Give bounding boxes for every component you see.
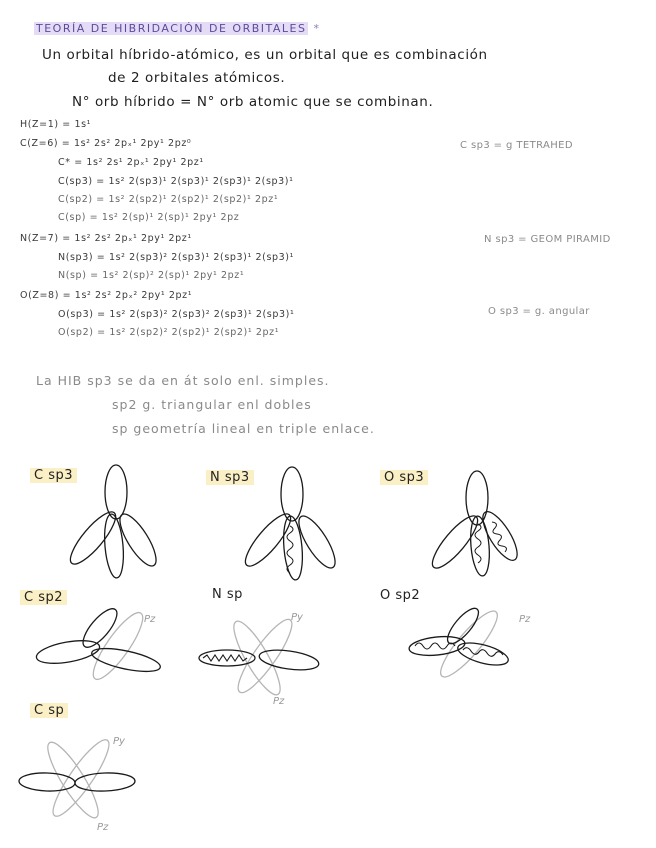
c-sp2-lobe-right xyxy=(90,644,162,676)
intro-line-3: N° orb híbrido = N° orb atomic que se combinan. xyxy=(72,94,434,110)
c-sp-lobe-right xyxy=(75,772,136,792)
n-sp-pz-lobe xyxy=(226,616,287,700)
o-sp2-pz-label: Pz xyxy=(519,614,531,625)
o-sp3-squiggle-1 xyxy=(475,524,481,563)
label-c-sp3: C sp3 xyxy=(30,468,77,483)
c-sp-lobe-left xyxy=(19,772,76,792)
o-sp2-squiggle-1 xyxy=(415,643,455,649)
n-sp3-lobe-up xyxy=(281,467,303,521)
o-sp2-lobe-left xyxy=(408,634,466,658)
summary-line-1: La HIB sp3 se da en át solo enl. simples. xyxy=(36,373,330,388)
c-sp2-orbital-diagram xyxy=(30,600,180,700)
summary-line-3: sp geometría lineal en triple enlace. xyxy=(112,421,375,436)
summary-line-2: sp2 g. triangular enl dobles xyxy=(112,397,312,412)
config-n-sp: N(sp) = 1s² 2(sp)² 2(sp)¹ 2py¹ 2pz¹ xyxy=(58,270,245,281)
intro-line-1: Un orbital híbrido-atómico, es un orbital que es combinación xyxy=(42,47,488,63)
n-sp-pz-label: Pz xyxy=(273,696,285,707)
label-o-sp3: O sp3 xyxy=(380,470,428,485)
config-o-sp3: O(sp3) = 1s² 2(sp3)² 2(sp3)² 2(sp3)¹ 2(sp3)¹ xyxy=(58,309,295,320)
label-c-sp2: C sp2 xyxy=(20,590,67,605)
n-sp-lobe-right xyxy=(258,647,320,673)
config-c-sp2: C(sp2) = 1s² 2(sp2)¹ 2(sp2)¹ 2(sp2)¹ 2pz¹ xyxy=(58,194,279,205)
c-sp2-pz-label: Pz xyxy=(144,614,156,625)
note-c-sp3: C sp3 = g TETRAHED xyxy=(460,140,574,151)
label-o-sp2: O sp2 xyxy=(380,588,421,603)
c-sp3-lobe-up xyxy=(105,465,127,519)
o-sp2-orbital-diagram xyxy=(405,600,545,700)
config-n-sp3: N(sp3) = 1s² 2(sp3)² 2(sp3)¹ 2(sp3)¹ 2(sp3)¹ xyxy=(58,252,294,263)
label-c-sp: C sp xyxy=(30,703,68,718)
o-sp2-pz-lobe xyxy=(434,605,505,683)
label-n-sp3: N sp3 xyxy=(206,470,254,485)
config-o: O(Z=8) = 1s² 2s² 2pₓ² 2py¹ 2pz¹ xyxy=(20,290,193,301)
config-o-sp2: O(sp2) = 1s² 2(sp2)² 2(sp2)¹ 2(sp2)¹ 2pz¹ xyxy=(58,327,280,338)
config-c-excited: C* = 1s² 2s¹ 2pₓ¹ 2py¹ 2pz¹ xyxy=(58,157,204,168)
c-sp-pz-label: Pz xyxy=(97,822,109,833)
config-c: C(Z=6) = 1s² 2s² 2pₓ¹ 2py¹ 2pz⁰ xyxy=(20,138,192,149)
c-sp2-lobe-left xyxy=(35,637,102,668)
page-title xyxy=(30,22,324,35)
c-sp-orbital-diagram xyxy=(15,720,155,840)
config-n: N(Z=7) = 1s² 2s² 2pₓ¹ 2py¹ 2pz¹ xyxy=(20,233,192,244)
config-h: H(Z=1) = 1s¹ xyxy=(20,119,92,130)
o-sp3-lobe-left xyxy=(426,510,484,573)
n-sp-orbital-diagram xyxy=(195,600,335,710)
n-sp-py-label: Py xyxy=(291,612,303,623)
n-sp3-orbital-diagram xyxy=(235,462,355,587)
n-sp3-lobe-right xyxy=(293,511,342,572)
n-sp-py-lobe xyxy=(231,614,299,699)
note-n-sp3: N sp3 = GEOM PIRAMID xyxy=(484,234,611,245)
n-sp3-lobe-lone-pair xyxy=(281,515,305,580)
n-sp-lone-pair-squiggle xyxy=(203,655,247,661)
c-sp-py-label: Py xyxy=(113,736,125,747)
c-sp3-lobe-right xyxy=(114,509,163,570)
c-sp2-lobe-top xyxy=(78,604,123,652)
o-sp2-lobe-top xyxy=(443,604,484,648)
c-sp3-lobe-left xyxy=(64,506,122,569)
config-c-sp: C(sp) = 1s² 2(sp)¹ 2(sp)¹ 2py¹ 2pz xyxy=(58,212,240,223)
config-c-sp3: C(sp3) = 1s² 2(sp3)¹ 2(sp3)¹ 2(sp3)¹ 2(sp3)¹ xyxy=(58,176,294,187)
o-sp3-squiggle-2 xyxy=(492,522,506,552)
o-sp3-orbital-diagram xyxy=(420,464,540,589)
c-sp3-orbital-diagram xyxy=(60,460,180,585)
title-star: * xyxy=(313,22,321,35)
label-n-sp: N sp xyxy=(212,587,243,602)
n-sp3-lone-pair-squiggle xyxy=(287,526,293,573)
page-title-text: TEORÍA DE HIBRIDACIÓN DE ORBITALES xyxy=(36,22,307,35)
note-o-sp3: O sp3 = g. angular xyxy=(488,306,590,317)
o-sp3-lobe-lone-pair-2 xyxy=(477,507,524,565)
intro-line-2: de 2 orbitales atómicos. xyxy=(108,70,286,86)
